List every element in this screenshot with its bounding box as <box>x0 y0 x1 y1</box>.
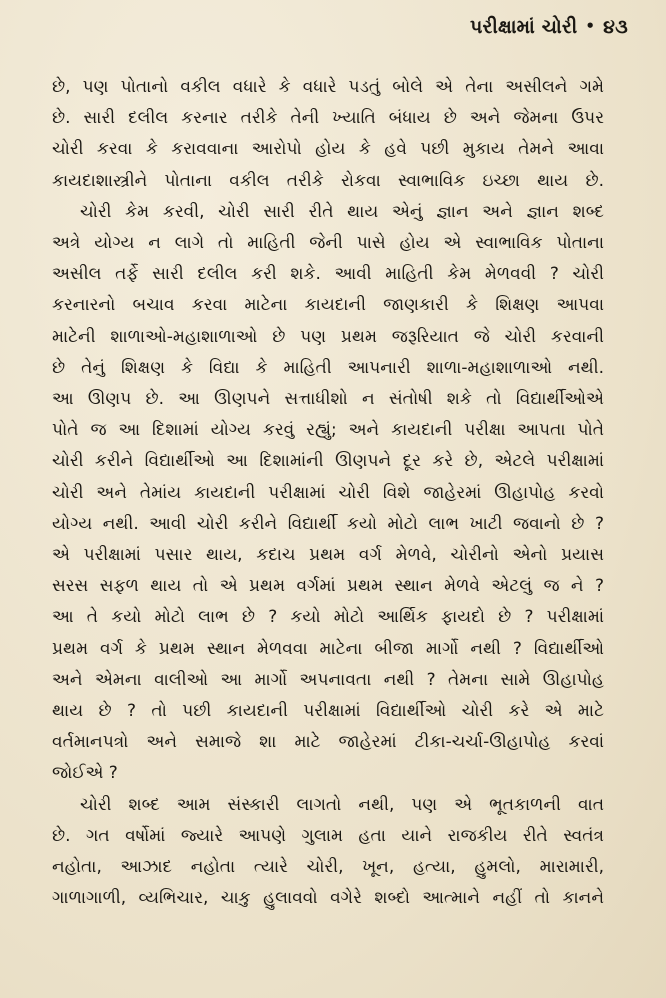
text-line: અત્રે યોગ્ય ન લાગે તો માહિતી જેની પાસે હોય એ સ્વાભાવિક પોતાના <box>52 233 604 254</box>
text-line: આ તે કયો મોટો લાભ છે ? કયો મોટો આર્થિક ફાયદો છે ? પરીક્ષામાં <box>52 607 604 628</box>
text-line: છે, પણ પોતાનો વકીલ વધારે કે વધારે પડતું બોલે એ તેના અસીલને ગમે <box>52 77 604 97</box>
text-line: પોતે જ આ દિશામાં યોગ્ય કરવું રહ્યું; અને કાયદાની પરીક્ષા આપતા પોતે <box>52 420 604 441</box>
body-text <box>52 72 604 914</box>
text-line: કાયદાશાસ્ત્રીને પોતાના વકીલ તરીકે રોકવા સ્વાભાવિક ઇચ્છા થાય છે. <box>52 170 604 191</box>
text-line: વર્તમાનપત્રો અને સમાજે શા માટે જાહેરમાં ટીકા-ચર્ચા-ઊહાપોહ કરવાં <box>52 732 604 753</box>
text-line: સરસ સફળ થાય તો એ પ્રથમ વર્ગમાં પ્રથમ સ્થાન મેળવે એટલું જ ને ? <box>52 576 604 597</box>
text-line: ચોરી શબ્દ આમ સંસ્કારી લાગતો નથી, પણ એ ભૂતકાળની વાત <box>80 794 604 815</box>
chapter-title: પરીક્ષામાં ચોરી <box>470 16 578 38</box>
text-line: ચોરી કરીને વિદ્યાર્થીઓ આ દિશામાંની ઊણપને દૂર કરે છે, એટલે પરીક્ષામાં <box>52 451 604 472</box>
text-line: ચોરી કરવા કે કરાવવાના આરોપો હોય કે હવે પછી મુકાય તેમને આવા <box>52 139 604 160</box>
text-line: અસીલ તર્ફે સારી દલીલ કરી શકે. આવી માહિતી કેમ મેળવવી ? ચોરી <box>52 264 604 285</box>
text-line: છે. સારી દલીલ કરનાર તરીકે તેની ખ્યાતિ બંધાય છે અને જેમના ઉપર <box>52 108 604 129</box>
text-line: નહોતા, આઝાદ નહોતા ત્યારે ચોરી, ખૂન, હત્યા, હુમલો, મારામારી, <box>52 857 604 878</box>
text-line: ચોરી અને તેમાંય કાયદાની પરીક્ષામાં ચોરી વિશે જાહેરમાં ઊહાપોહ કરવો <box>52 482 604 503</box>
running-header <box>470 16 628 38</box>
text-line: અને એમના વાલીઓ આ માર્ગો અપનાવતા નથી ? તેમના સામે ઊહાપોહ <box>52 669 604 690</box>
text-line: આ ઊણપ છે. આ ઊણપને સત્તાધીશો ન સંતોષી શકે તો વિદ્યાર્થીઓએ <box>52 389 604 410</box>
text-line: જોઈએ ? <box>52 763 118 784</box>
text-line: યોગ્ય નથી. આવી ચોરી કરીને વિદ્યાર્થી કયો મોટો લાભ ખાટી જવાનો છે ? <box>52 513 604 534</box>
text-line: થાય છે ? તો પછી કાયદાની પરીક્ષામાં વિદ્યાર્થીઓ ચોરી કરે એ માટે <box>52 701 604 722</box>
text-line: એ પરીક્ષામાં પસાર થાય, કદાચ પ્રથમ વર્ગ મેળવે, ચોરીનો એનો પ્રયાસ <box>52 545 604 566</box>
text-line: છે. ગત વર્ષોમાં જ્યારે આપણે ગુલામ હતા યાને રાજકીય રીતે સ્વતંત્ર <box>52 825 604 846</box>
text-line: કરનારનો બચાવ કરવા માટેના કાયદાની જાણકારી કે શિક્ષણ આપવા <box>52 295 604 316</box>
text-line: પ્રથમ વર્ગ કે પ્રથમ સ્થાન મેળવવા માટેના બીજા માર્ગો નથી ? વિદ્યાર્થીઓ <box>52 638 604 659</box>
text-line: છે તેનું શિક્ષણ કે વિદ્યા કે માહિતી આપનારી શાળા-મહાશાળાઓ નથી. <box>52 357 604 378</box>
text-line: ગાળાગાળી, વ્યભિચાર, ચાકુ હુલાવવો વગેરે શબ્દો આત્માને નહીં તો કાનને <box>52 888 604 909</box>
text-line: માટેની શાળાઓ-મહાશાળાઓ છે પણ પ્રથમ જરૂરિયાત જે ચોરી કરવાની <box>52 326 604 347</box>
page-number: ૪૩ <box>603 16 628 38</box>
header-separator: • <box>585 17 596 35</box>
text-line: ચોરી કેમ કરવી, ચોરી સારી રીતે થાય એનું જ્ઞાન અને જ્ઞાન શબ્દ <box>80 201 604 222</box>
